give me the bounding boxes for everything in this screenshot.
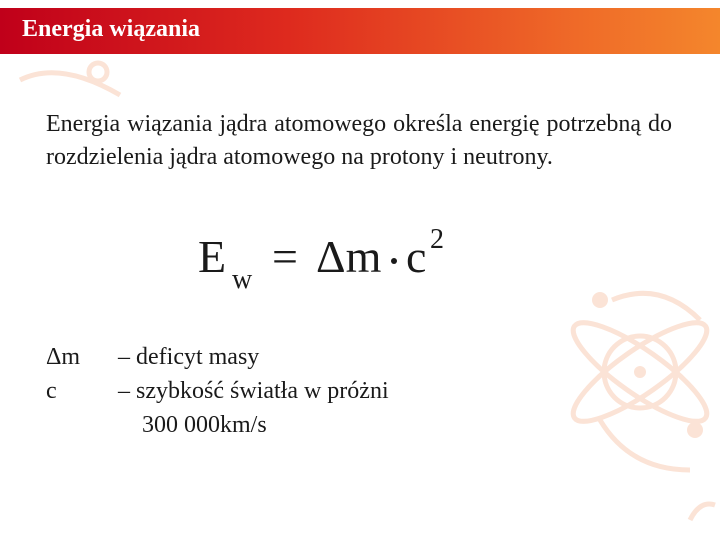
definition-value: 300 000km/s bbox=[142, 412, 267, 438]
slide-title: Energia wiązania bbox=[22, 16, 200, 42]
definition-row bbox=[46, 341, 80, 373]
formula-equals: = bbox=[272, 231, 298, 282]
binding-energy-formula bbox=[198, 224, 498, 294]
title-bar bbox=[0, 8, 720, 54]
formula-delta-m: Δm bbox=[316, 231, 382, 282]
intro-paragraph: Energia wiązania jądra atomowego określa energię potrzebną do rozdzielenia jądra atomowego na protony i neutrony. bbox=[46, 111, 672, 170]
definition-text: – deficyt masy bbox=[118, 344, 260, 370]
formula-lhs: E bbox=[198, 231, 227, 282]
definition-symbol: c bbox=[46, 378, 57, 404]
formula-lhs-subscript: w bbox=[232, 264, 253, 295]
definition-row bbox=[46, 375, 57, 407]
formula-c: c bbox=[406, 231, 427, 282]
definition-text: – szybkość światła w próżni bbox=[118, 378, 389, 404]
definition-symbol: Δm bbox=[46, 344, 81, 370]
formula-multiplication-dot bbox=[391, 258, 397, 264]
formula-exponent: 2 bbox=[430, 224, 444, 255]
